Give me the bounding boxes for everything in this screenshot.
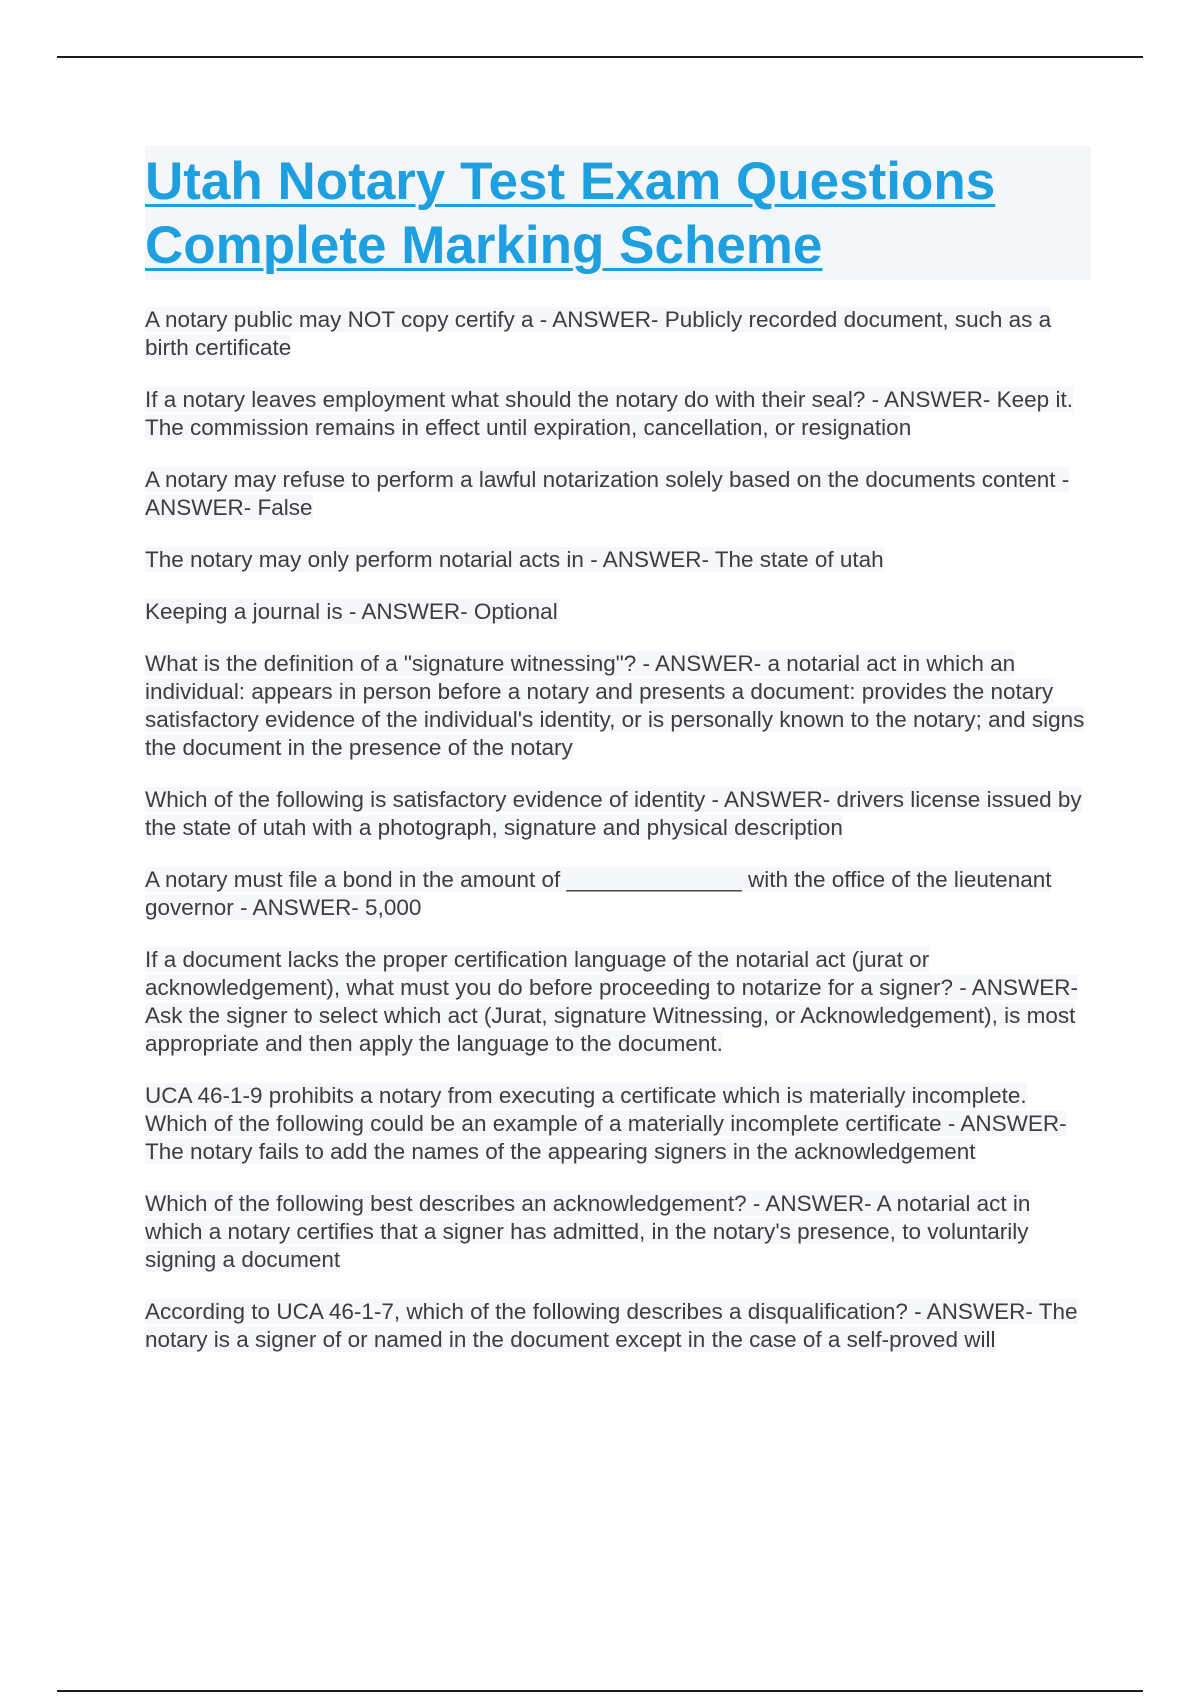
qa-item-7 xyxy=(145,786,1091,842)
qa-item-5 xyxy=(145,598,1091,626)
title-line-1: Utah Notary Test Exam Questions xyxy=(145,152,996,211)
qa-text: What is the definition of a "signature witnessing"? - ANSWER- a notarial act in which an individual: appears in person before a notary and presents a document: provides the notary satisfactory evidence of the individual's identity, or is personally known to the notary; and signs the document in the presence of the notary xyxy=(145,651,1085,760)
qa-item-4 xyxy=(145,546,1091,574)
qa-text: A notary must file a bond in the amount of ______________ with the office of the lieutenant governor - ANSWER- 5,000 xyxy=(145,867,1052,920)
qa-item-8 xyxy=(145,866,1091,922)
title-line-2: Complete Marking Scheme xyxy=(145,216,823,275)
qa-text: A notary may refuse to perform a lawful notarization solely based on the documents content - ANSWER- False xyxy=(145,467,1070,520)
qa-text: If a document lacks the proper certification language of the notarial act (jurat or acknowledgement), what must you do before proceeding to notarize for a signer? - ANSWER- Ask the signer to select which act (Jurat, signature Witnessing, or Acknowledgement), is most appropriate and then apply the language to the document. xyxy=(145,947,1078,1056)
qa-text: UCA 46-1-9 prohibits a notary from executing a certificate which is materially incomplete. Which of the following could be an example of a materially incomplete certificate - ANSWER- The notary fails to add the names of the appearing signers in the acknowledgement xyxy=(145,1083,1067,1164)
qa-item-2 xyxy=(145,386,1091,442)
qa-item-6 xyxy=(145,650,1091,762)
qa-item-9 xyxy=(145,946,1091,1058)
qa-item-12 xyxy=(145,1298,1091,1354)
title-block xyxy=(145,146,1091,280)
qa-item-3 xyxy=(145,466,1091,522)
qa-text: Which of the following best describes an acknowledgement? - ANSWER- A notarial act in which a notary certifies that a signer has admitted, in the notary's presence, to voluntarily signing a document xyxy=(145,1191,1031,1272)
qa-item-11 xyxy=(145,1190,1091,1274)
document-title[interactable] xyxy=(145,150,1087,278)
document-body xyxy=(145,146,1091,1378)
qa-text: Which of the following is satisfactory evidence of identity - ANSWER- drivers license issued by the state of utah with a photograph, signature and physical description xyxy=(145,787,1082,840)
qa-text: According to UCA 46-1-7, which of the following describes a disqualification? - ANSWER- The notary is a signer of or named in the document except in the case of a self-proved will xyxy=(145,1299,1078,1352)
top-rule xyxy=(57,56,1143,58)
qa-text: The notary may only perform notarial acts in - ANSWER- The state of utah xyxy=(145,547,884,572)
qa-item-10 xyxy=(145,1082,1091,1166)
qa-item-1 xyxy=(145,306,1091,362)
qa-text: A notary public may NOT copy certify a - ANSWER- Publicly recorded document, such as a birth certificate xyxy=(145,307,1052,360)
bottom-rule xyxy=(57,1690,1143,1692)
qa-text: If a notary leaves employment what should the notary do with their seal? - ANSWER- Keep it. The commission remains in effect until expiration, cancellation, or resignation xyxy=(145,387,1073,440)
qa-text: Keeping a journal is - ANSWER- Optional xyxy=(145,599,558,624)
